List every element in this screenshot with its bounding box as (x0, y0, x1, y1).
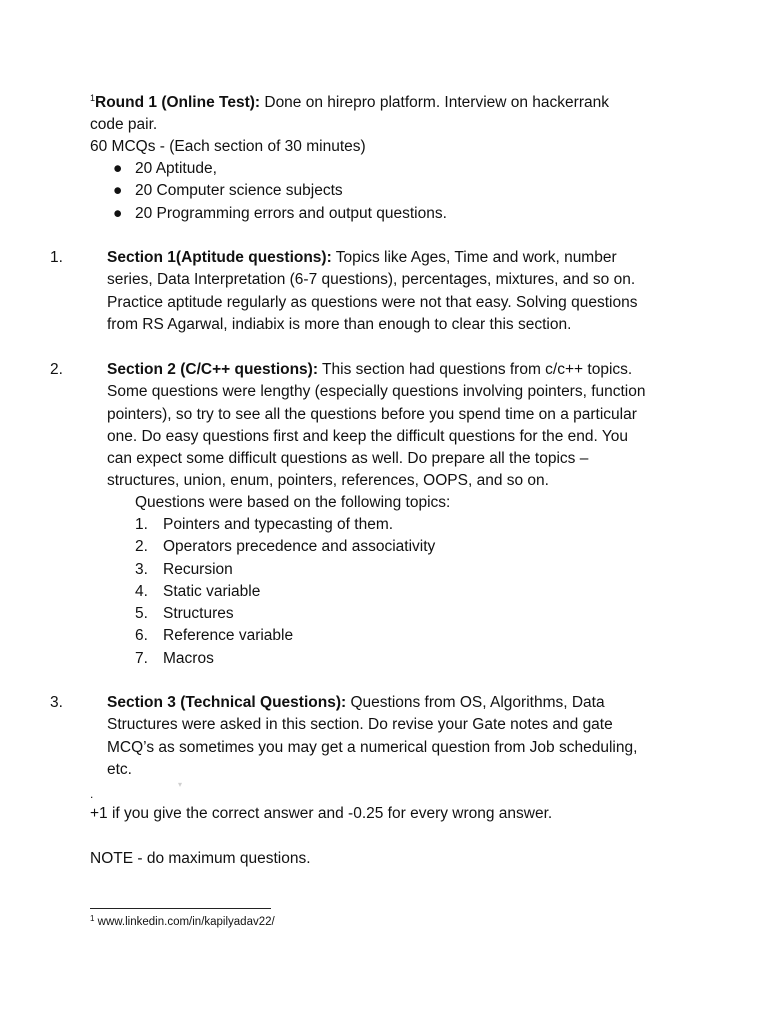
footnote-ref[interactable]: 1 (90, 93, 96, 103)
mcq-line: 60 MCQs - (Each section of 30 minutes) (90, 138, 366, 155)
round1-text: Done on hirepro platform. Interview on hackerrank (260, 94, 609, 111)
footnote (90, 915, 275, 930)
section-number: 2. (50, 361, 63, 378)
round1-heading (90, 92, 609, 114)
bullet-icon: ● (113, 160, 123, 177)
bullet-icon: ● (113, 182, 123, 200)
section-number: 1. (50, 249, 63, 266)
topics-intro: Questions were based on the following topics: (135, 494, 451, 511)
faint-mark: ▾ (178, 780, 183, 789)
stray-mark: . (90, 787, 94, 801)
round1-text-cont: code pair. (90, 116, 158, 133)
section-title: Section 2 (C/C++ questions): (107, 361, 319, 378)
section-title: Section 3 (Technical Questions): (107, 694, 347, 711)
scoring-text: +1 if you give the correct answer and -0.25 for every wrong answer. (90, 805, 553, 822)
document-page: $^1$Round 1 (Online Test): Done on hirepro platform. Interview on hackerrank code pair. 60 MCQs - (Each section of 30 minutes) ● 20 Aptitude, ● 20 Computer science subjects ● 20 Programming errors and output questions. 1. Section 1(Aptitude questions): Topics like Ages, Time and work, number series, Data Interpretation (6-7 questions), percentages, mixtures, and so on. Practice aptitude regularly as questions were not that easy. Solving questions from RS Agarwal, indiabix is more than enough to clear this section. 2. Section 2 (C/C++ questions): This section had questions from c/c++ topics. Some questions were lengthy (especially questions involving pointers, function pointers), so try to see all the questions before you spend time on a particular one. Do easy questions first and keep the difficult questions for the end. You can expect some difficult questions as well. Do prepare all the topics – structures, union, enum, pointers, references, OOPS, and so on. Questions were based on the following topics: 1. Pointers and typecasting of them. 2. Operators precedence and associativity 3. Recursion 4. Static variable 5. Structures 6. Reference variable 7. Macros 3. Section 3 (Technical Questions): Questions from OS, Algorithms, Data Structures were asked in this section. Do revise your Gate notes and gate MCQ’s as sometimes you may get a numerical question from Job scheduling, etc. ▾ . +1 if you give the correct answer and -0.25 for every wrong answer. NOTE - do maximum questions. $^1$ www.linkedin.com/in/kapilyadav22/ (0, 0, 768, 1024)
footnote-divider (90, 908, 271, 909)
round1-title: Round 1 (Online Test): (95, 94, 261, 111)
section-3: Section 3 (Technical Questions): Questions from OS, Algorithms, Data Structures were asked in this section. Do revise your Gate notes and gate MCQ’s as sometimes you may get a numerical question from Job scheduling, etc. (107, 694, 638, 778)
note-text: NOTE - do maximum questions. (90, 850, 311, 867)
section-1: Section 1(Aptitude questions): Topics like Ages, Time and work, number series, Data Interpretation (6-7 questions), percentages, mixtures, and so on. Practice aptitude regularly as questions were not that easy. Solving questions from RS Agarwal, indiabix is more than enough to clear this section. (107, 249, 638, 333)
section-number: 3. (50, 694, 63, 711)
bullet-icon: ● (113, 204, 123, 222)
footnote-marker: 1 (90, 914, 95, 923)
section-title: Section 1(Aptitude questions): (107, 249, 332, 266)
footnote-link[interactable]: www.linkedin.com/in/kapilyadav22/ (94, 916, 275, 928)
section-2: Section 2 (C/C++ questions): This section had questions from c/c++ topics. Some questions were lengthy (especially questions involving pointers, function pointers), so try to see all the questions before you spend time on a particular one. Do easy questions first and keep the difficult questions for the end. You can expect some difficult questions as well. Do prepare all the topics – structures, union, enum, pointers, references, OOPS, and so on. (107, 361, 646, 490)
